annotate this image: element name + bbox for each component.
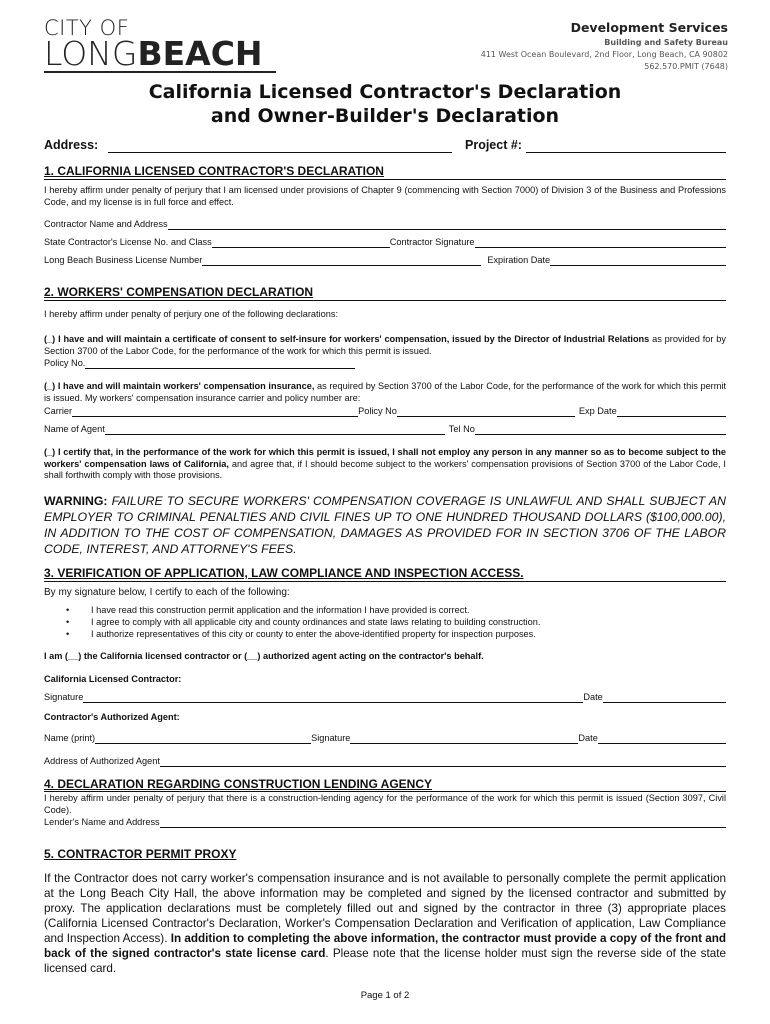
option-3-text	[44, 447, 726, 482]
expiration-date-field[interactable]	[550, 257, 726, 266]
page-number: Page 1 of 2	[360, 990, 410, 1001]
bureau-name: Building and Safety Bureau	[604, 38, 728, 47]
agent-name-label: Name of Agent	[44, 424, 105, 434]
option-2-text	[44, 381, 726, 404]
warning-text: FAILURE TO SECURE WORKERS' COMPENSATION COVERAGE IS UNLAWFUL AND SHALL SUBJECT AN EMPLOYER TO CRIMINAL PENALTIES AND CIVIL FINES UP TO ONE HUNDRED THOUSAND DOLLARS ($100,000.00), IN ADDITION TO THE COST OF COMPENSATION, DAMAGES AS PROVIDED FOR IN SECTION 3706 OF THE LABOR CODE, INTEREST, AND ATTORNEY'S FEES.	[44, 494, 726, 556]
bullet-icon: •	[66, 629, 70, 639]
bullet-icon: •	[66, 605, 70, 615]
warning-block	[44, 493, 726, 557]
expiration-date-label: Expiration Date	[487, 255, 551, 265]
department-phone: 562.570.PMIT (7648)	[644, 62, 728, 71]
contractor-signature-row	[44, 691, 726, 703]
certification-item: • I have read this construction permit application and the information I have provided is correct.	[66, 605, 470, 615]
address-label: Address:	[44, 138, 99, 152]
lender-row	[44, 816, 726, 828]
logo-city-text: CITY OF	[44, 16, 130, 40]
section-3-intro: By my signature below, I certify to each of the following:	[44, 587, 290, 598]
option-2-rest: as required by Section 3700 of the Labor Code, for the performance of the work for which this permit is issued. My workers' compensation insurance carrier and policy number are:	[44, 381, 726, 403]
title-line-2: and Owner-Builder's Declaration	[210, 105, 560, 127]
bullet-icon: •	[66, 617, 70, 627]
carrier-label: Carrier	[44, 406, 73, 416]
option-1-checkbox[interactable]: (_)	[44, 334, 56, 344]
section-5-heading: 5. CONTRACTOR PERMIT PROXY	[44, 847, 237, 861]
license-row	[44, 236, 726, 248]
agent-name-field[interactable]	[105, 426, 445, 435]
tel-no-label: Tel No	[448, 424, 475, 434]
policy-no-field[interactable]	[85, 360, 355, 369]
business-license-label: Long Beach Business License Number	[44, 255, 203, 265]
agent-signature-label: Signature	[311, 733, 351, 743]
lender-field[interactable]	[160, 819, 726, 828]
city-logo	[44, 18, 276, 73]
agent-row	[44, 423, 726, 435]
cl-contractor-label: California Licensed Contractor:	[44, 674, 182, 684]
license-no-label: State Contractor's License No. and Class	[44, 237, 212, 247]
agent-signature-field[interactable]	[350, 735, 578, 744]
section-2-heading: 2. WORKERS' COMPENSATION DECLARATION	[44, 285, 314, 299]
signature-field[interactable]	[83, 694, 583, 703]
project-number-field[interactable]	[526, 152, 726, 153]
section-3-heading: 3. VERIFICATION OF APPLICATION, LAW COMPLIANCE AND INSPECTION ACCESS.	[44, 566, 524, 580]
address-project-row	[44, 138, 726, 154]
agent-sign-row	[44, 732, 726, 744]
business-license-field[interactable]	[202, 257, 481, 266]
lender-label: Lender's Name and Address	[44, 817, 160, 827]
carrier-field[interactable]	[72, 408, 358, 417]
option-3-checkbox[interactable]: (_)	[44, 447, 56, 457]
certification-list	[66, 604, 540, 640]
name-print-field[interactable]	[95, 735, 311, 744]
section-1-heading: 1. CALIFORNIA LICENSED CONTRACTOR'S DECLARATION	[44, 164, 384, 178]
warning-label: WARNING:	[44, 494, 108, 508]
agent-address-label: Address of Authorized Agent	[44, 756, 160, 766]
section-4-text: I hereby affirm under penalty of perjury that there is a construction-lending agency for the performance of the work for which this permit is issued (Section 3097, Civil Code).	[44, 793, 726, 815]
section-5-text	[44, 871, 726, 976]
option-1-bold: I have and will maintain a certificate of consent to self-insure for workers' compensation, issued by the Director of Industrial Relations	[58, 334, 650, 344]
name-print-label: Name (print)	[44, 733, 96, 743]
license-no-field[interactable]	[212, 239, 390, 248]
exp-date-label: Exp Date	[578, 406, 617, 416]
contractor-signature-label: Contractor Signature	[389, 237, 475, 247]
address-field[interactable]	[108, 152, 452, 153]
proxy-bold: In addition to completing the above information, the contractor must provide a copy of the front and back of the signed contractor's state license card	[44, 932, 727, 960]
carrier-row	[44, 405, 726, 417]
contractor-name-label: Contractor Name and Address	[44, 219, 168, 229]
tel-no-field[interactable]	[475, 426, 726, 435]
iam-statement: I am (__) the California licensed contractor or (__) authorized agent acting on the contractor's behalf.	[44, 651, 484, 661]
business-license-row	[44, 254, 726, 266]
option-1-rest: as provided for by Section 3700 of the Labor Code, for the performance of the work for which this permit is issued.	[44, 334, 726, 356]
option-1-text	[44, 334, 726, 357]
agent-date-field[interactable]	[598, 735, 726, 744]
section-4-heading: 4. DECLARATION REGARDING CONSTRUCTION LENDING AGENCY	[44, 777, 433, 791]
document-title	[0, 80, 770, 128]
policy-no-field-2[interactable]	[397, 408, 575, 417]
section-3-rule	[44, 581, 726, 582]
agent-address-row	[44, 755, 726, 767]
proxy-tail: . Please note that the license holder must sign the reverse side of the state licensed card.	[44, 947, 727, 975]
section-1-text: I hereby affirm under penalty of perjury that I am licensed under provisions of Chapter 9 (commencing with Section 7000) of Division 3 of the Business and Professions Code, and my license is in full force and effect.	[44, 185, 726, 207]
department-name: Development Services	[570, 20, 728, 35]
department-address: 411 West Ocean Boulevard, 2nd Floor, Long Beach, CA 90802	[480, 50, 728, 59]
policy-no-label: Policy No.	[44, 358, 86, 368]
department-block	[481, 20, 728, 73]
date-label: Date	[583, 692, 603, 702]
policy-no-row	[44, 357, 355, 369]
signature-label: Signature	[44, 692, 84, 702]
contractor-signature-field[interactable]	[475, 239, 726, 248]
proxy-text: If the Contractor does not carry worker's compensation insurance and is not available to personally complete the permit application at the Long Beach City Hall, the above information may be completed and signed by the licensed contractor and submitted by proxy. The application declarations must be completely filled out and signed by the contractor in three (3) appropriate places (California Licensed Contractor's Declaration, Worker's Compensation Declaration and Verification of application, Law Compliance and Inspection Access).	[44, 872, 726, 945]
contractor-name-field[interactable]	[168, 221, 726, 230]
agent-address-field[interactable]	[160, 758, 726, 767]
option-3-bold: I certify that, in the performance of the work for which this permit is issued, I shall not employ any person in any manner so as to become subject to the workers' compensation laws of California,	[44, 447, 726, 469]
project-label: Project #:	[465, 138, 522, 152]
option-2-checkbox[interactable]: (_)	[44, 381, 56, 391]
section-1-rule	[44, 179, 726, 180]
option-3-rest: and agree that, if I should become subject to the workers' compensation provisions of Section 3700 of the Labor Code, I shall forthwith comply with those provisions.	[44, 458, 726, 480]
contractor-name-row	[44, 218, 726, 230]
logo-long-beach-text: LONGBEACH	[44, 34, 263, 73]
agent-date-label: Date	[578, 733, 598, 743]
certification-item: • I agree to comply with all applicable city and county ordinances and state laws relating to building construction.	[66, 617, 541, 627]
exp-date-field[interactable]	[617, 408, 726, 417]
section-2-rule	[44, 300, 726, 301]
certification-item: • I authorize representatives of this city or county to enter the above-identified property for inspection purposes.	[66, 629, 536, 639]
section-2-intro: I hereby affirm under penalty of perjury one of the following declarations:	[44, 309, 338, 319]
date-field[interactable]	[603, 694, 726, 703]
section-4-rule	[44, 791, 726, 792]
authorized-agent-label: Contractor's Authorized Agent:	[44, 712, 180, 722]
policy-no-label-2: Policy No	[358, 406, 397, 416]
option-2-bold: I have and will maintain workers' compensation insurance,	[57, 381, 315, 391]
title-line-1: California Licensed Contractor's Declaration	[148, 81, 622, 103]
